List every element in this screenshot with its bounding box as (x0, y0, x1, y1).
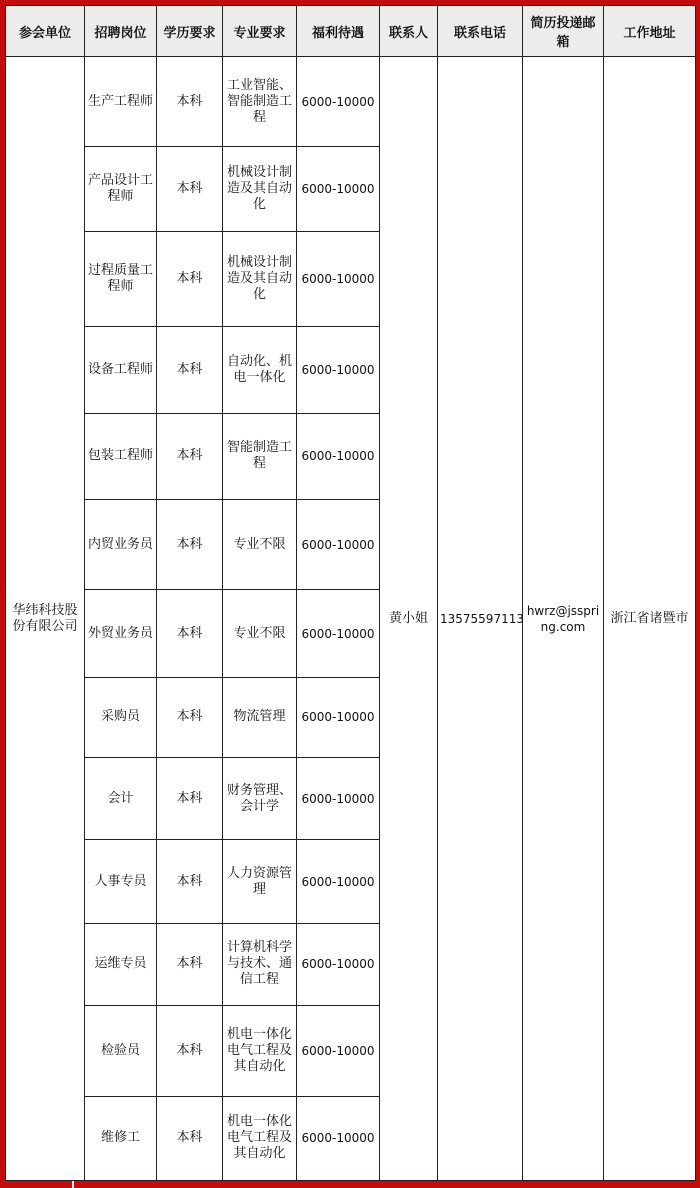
table-row (6, 57, 696, 147)
major-cell: 机械设计制造及其自动化 (223, 147, 297, 231)
salary-cell: 6000-10000 (297, 57, 380, 147)
education-cell: 本科 (157, 147, 223, 231)
header-major: 专业要求 (223, 6, 297, 57)
position-cell: 运维专员 (85, 923, 157, 1005)
position-cell: 过程质量工程师 (85, 231, 157, 326)
major-cell: 自动化、机电一体化 (223, 327, 297, 413)
salary-cell: 6000-10000 (297, 231, 380, 326)
recruitment-table (5, 5, 696, 1181)
major-cell: 物流管理 (223, 677, 297, 757)
education-cell: 本科 (157, 413, 223, 499)
education-cell: 本科 (157, 1006, 223, 1096)
major-cell: 智能制造工程 (223, 413, 297, 499)
position-cell: 人事专员 (85, 840, 157, 923)
position-cell: 产品设计工程师 (85, 147, 157, 231)
major-cell: 机电一体化电气工程及其自动化 (223, 1096, 297, 1180)
major-cell: 人力资源管理 (223, 840, 297, 923)
major-cell: 工业智能、智能制造工程 (223, 57, 297, 147)
header-contact: 联系人 (380, 6, 438, 57)
header-salary: 福利待遇 (297, 6, 380, 57)
recruitment-sheet (5, 5, 695, 1181)
salary-cell: 6000-10000 (297, 590, 380, 677)
address-cell: 浙江省诸暨市 (604, 57, 696, 1181)
salary-cell: 6000-10000 (297, 758, 380, 840)
major-cell: 专业不限 (223, 590, 297, 677)
header-row (6, 6, 696, 57)
header-education: 学历要求 (157, 6, 223, 57)
position-cell: 包装工程师 (85, 413, 157, 499)
header-address: 工作地址 (604, 6, 696, 57)
salary-cell: 6000-10000 (297, 1006, 380, 1096)
position-cell: 内贸业务员 (85, 499, 157, 589)
header-position: 招聘岗位 (85, 6, 157, 57)
contact-cell: 黄小姐 (380, 57, 438, 1181)
position-cell: 采购员 (85, 677, 157, 757)
salary-cell: 6000-10000 (297, 840, 380, 923)
major-cell: 机电一体化电气工程及其自动化 (223, 1006, 297, 1096)
bottom-mark (72, 1181, 74, 1188)
email-cell: hwrz@jsspring.com (523, 57, 604, 1181)
salary-cell: 6000-10000 (297, 147, 380, 231)
position-cell: 生产工程师 (85, 57, 157, 147)
salary-cell: 6000-10000 (297, 499, 380, 589)
salary-cell: 6000-10000 (297, 1096, 380, 1180)
position-cell: 检验员 (85, 1006, 157, 1096)
salary-cell: 6000-10000 (297, 923, 380, 1005)
header-email: 简历投递邮箱 (523, 6, 604, 57)
header-company: 参会单位 (6, 6, 85, 57)
education-cell: 本科 (157, 57, 223, 147)
position-cell: 外贸业务员 (85, 590, 157, 677)
phone-cell: 13575597113 (438, 57, 523, 1181)
education-cell: 本科 (157, 840, 223, 923)
education-cell: 本科 (157, 677, 223, 757)
education-cell: 本科 (157, 758, 223, 840)
major-cell: 计算机科学与技术、通信工程 (223, 923, 297, 1005)
education-cell: 本科 (157, 327, 223, 413)
education-cell: 本科 (157, 499, 223, 589)
education-cell: 本科 (157, 1096, 223, 1180)
education-cell: 本科 (157, 923, 223, 1005)
major-cell: 机械设计制造及其自动化 (223, 231, 297, 326)
position-cell: 会计 (85, 758, 157, 840)
major-cell: 财务管理、会计学 (223, 758, 297, 840)
education-cell: 本科 (157, 590, 223, 677)
salary-cell: 6000-10000 (297, 413, 380, 499)
major-cell: 专业不限 (223, 499, 297, 589)
header-phone: 联系电话 (438, 6, 523, 57)
company-cell: 华纬科技股份有限公司 (6, 57, 85, 1181)
salary-cell: 6000-10000 (297, 677, 380, 757)
position-cell: 设备工程师 (85, 327, 157, 413)
education-cell: 本科 (157, 231, 223, 326)
salary-cell: 6000-10000 (297, 327, 380, 413)
position-cell: 维修工 (85, 1096, 157, 1180)
